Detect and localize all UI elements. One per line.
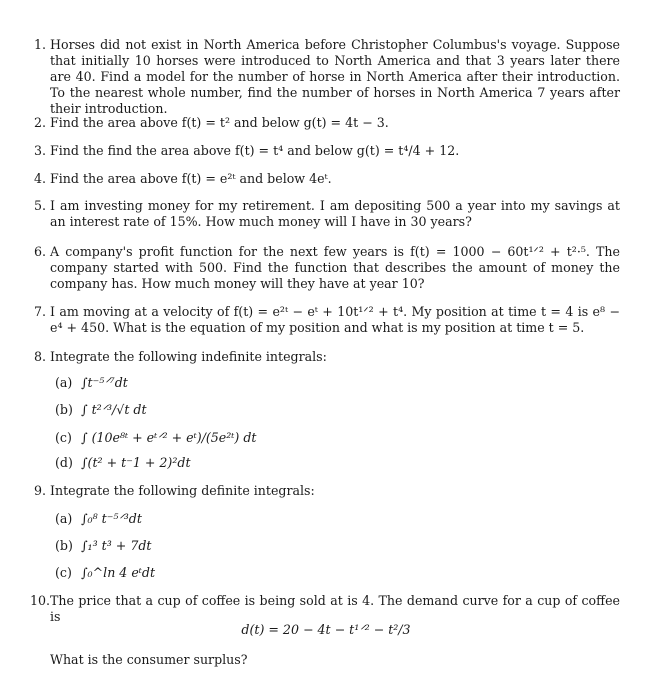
problem-text: I am investing money for my retirement. I am depositing 500 a year into my savings at an interest rate of 15%. How much money will I have in 30 years? bbox=[50, 198, 620, 229]
problem-number: 2. bbox=[33, 115, 46, 130]
problem-text: I am moving at a velocity of f(t) = e²ᵗ − eᵗ + 10t¹ᐟ² + t⁴. My position at time t = 4 is e⁸ − e⁴ + 450. What is the equation of my position and what is my position at time t = 5. bbox=[50, 304, 620, 335]
closing-question-text: What is the consumer surplus? bbox=[50, 652, 248, 667]
integral-expression: ∫ (10e⁸ᵗ + eᵗᐟ² + eᵗ)/(5e²ᵗ) dt bbox=[81, 430, 257, 445]
integral-label: (b) bbox=[55, 402, 73, 417]
integral-expression: ∫₁³ t³ + 7dt bbox=[81, 538, 152, 553]
problem-number: 8. bbox=[33, 349, 46, 364]
integral-expression: ∫t⁻⁵ᐟ⁷dt bbox=[81, 375, 128, 390]
problem-text: Find the area above f(t) = t² and below g(t) = 4t − 3. bbox=[50, 115, 389, 130]
problem-number: 10. bbox=[30, 593, 51, 608]
problem-text: Integrate the following definite integrals: bbox=[50, 483, 315, 498]
problem-text: Horses did not exist in North America before Christopher Columbus's voyage. Suppose that initially 10 horses were introduced to North America and that 3 years later there are 40. Find a model for the number of horse in North America after their introduction. To the nearest whole number, find the number of horses in North America 7 years after their introduction. bbox=[50, 37, 620, 116]
problem-number: 3. bbox=[33, 143, 46, 158]
integral-8d bbox=[55, 455, 191, 471]
integral-9c bbox=[55, 565, 155, 581]
problem-text: Integrate the following indefinite integrals: bbox=[50, 349, 327, 364]
integral-label: (b) bbox=[55, 538, 73, 553]
problem-number: 6. bbox=[33, 244, 46, 259]
integral-label: (c) bbox=[55, 565, 72, 580]
problem-text: The price that a cup of coffee is being sold at is 4. The demand curve for a cup of coffee is bbox=[50, 593, 620, 624]
integral-9a bbox=[55, 511, 142, 527]
integral-expression: ∫₀^ln 4 eᵗdt bbox=[81, 565, 156, 580]
integral-label: (c) bbox=[55, 430, 72, 445]
integral-expression: ∫ t²ᐟ³/√t dt bbox=[81, 402, 147, 417]
integral-label: (d) bbox=[55, 455, 73, 470]
problem-number: 7. bbox=[33, 304, 46, 319]
problem-number: 1. bbox=[33, 37, 46, 52]
integral-8b bbox=[55, 402, 147, 418]
integral-expression: ∫(t² + t⁻1 + 2)²dt bbox=[81, 455, 191, 470]
integral-expression: ∫₀⁸ t⁻⁵ᐟ³dt bbox=[81, 511, 142, 526]
integral-8a bbox=[55, 375, 128, 391]
integral-label: (a) bbox=[55, 511, 73, 526]
problem-text: Find the area above f(t) = e²ᵗ and below 4eᵗ. bbox=[50, 171, 332, 186]
problem-number: 4. bbox=[33, 171, 46, 186]
integral-9b bbox=[55, 538, 151, 554]
integral-8c bbox=[55, 430, 256, 446]
integral-label: (a) bbox=[55, 375, 73, 390]
problem-number: 9. bbox=[33, 483, 46, 498]
problem-number: 5. bbox=[33, 198, 46, 213]
demand-curve-equation: d(t) = 20 − 4t − t¹ᐟ² − t²/3 bbox=[241, 622, 411, 637]
problem-text: A company's profit function for the next few years is f(t) = 1000 − 60t¹ᐟ² + t²·⁵. The company started with 500. Find the function that describes the amount of money the company has. How much money will they have at year 10? bbox=[50, 244, 620, 291]
problem-text: Find the find the area above f(t) = t⁴ and below g(t) = t⁴/4 + 12. bbox=[50, 143, 460, 158]
